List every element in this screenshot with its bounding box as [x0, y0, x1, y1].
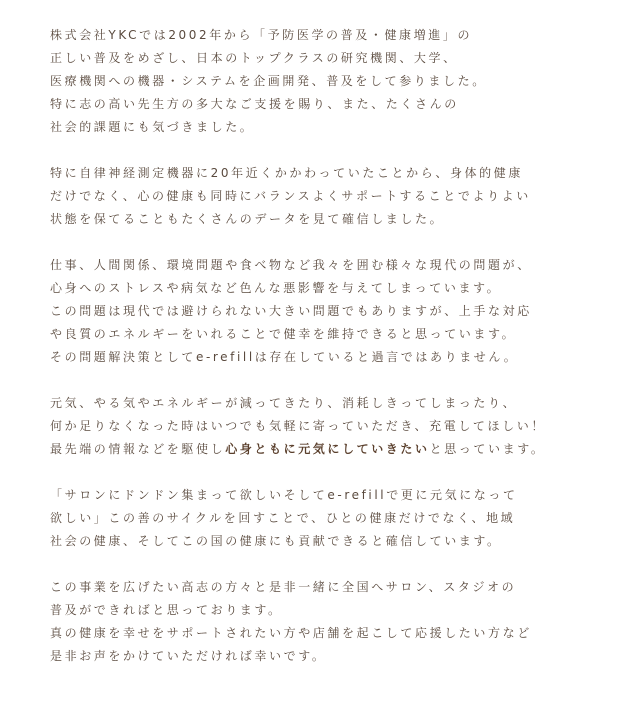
paragraph-mind-body-health: [50, 162, 630, 231]
paragraph-good-cycle: [50, 484, 630, 553]
text-line: 欲しい」この善のサイクルを回すことで、ひとの健康だけでなく、地域: [50, 511, 516, 525]
emphasis-text: 心身ともに元気にしていきたい: [225, 442, 430, 456]
text-line: 真の健康を幸せをサポートされたい方や店舗を起こして応援したい方など: [50, 626, 532, 640]
text-line: 社会の健康、そしてこの国の健康にも貢献できると確信しています。: [50, 534, 502, 548]
text-line: この事業を広げたい高志の方々と是非一緒に全国へサロン、スタジオの: [50, 580, 517, 594]
text-line: 心身へのストレスや病気など色んな悪影響を与えてしまっています。: [50, 281, 502, 295]
text-line: 特に自律神経測定機器に20年近くかかわっていたことから、身体的健康: [50, 166, 523, 180]
text-line: 普及ができればと思っております。: [50, 603, 283, 617]
text-line: 何か足りなくなった時はいつでも気軽に寄っていただき、充電してほしい！: [50, 419, 546, 433]
text-line: だけでなく、心の健康も同時にバランスよくサポートすることでよりよい: [50, 189, 531, 203]
text-line-with-emphasis: [50, 438, 630, 461]
text-segment: と思っています。: [429, 442, 546, 456]
text-line: 元気、やる気やエネルギーが減ってきたり、消耗しきってしまったり、: [50, 396, 518, 410]
paragraph-invitation: [50, 576, 630, 668]
text-line: や良質のエネルギーをいれることで健幸を維持できると思っています。: [50, 327, 517, 341]
text-line: 株式会社YKCでは2002年から「予防医学の普及・健康増進」の: [50, 28, 473, 42]
text-line: 社会的課題にも気づきました。: [50, 120, 255, 134]
text-line: その問題解決策としてe-refillは存在していると過言ではありません。: [50, 350, 519, 364]
text-line: 是非お声をかけていただければ幸いです。: [50, 649, 327, 663]
text-line: 正しい普及をめざし、日本のトップクラスの研究機関、大学、: [50, 51, 458, 65]
text-line: 仕事、人間関係、環境問題や食べ物など我々を囲む様々な現代の問題が、: [50, 258, 532, 272]
paragraph-modern-problems: [50, 254, 630, 369]
text-line: 「サロンにドンドン集まって欲しいそしてe-refillで更に元気になって: [50, 488, 518, 502]
text-line: 医療機関への機器・システムを企画開発、普及をして参りました。: [50, 74, 487, 88]
text-line: 状態を保てることもたくさんのデータを見て確信しました。: [50, 212, 445, 226]
text-line: この問題は現代では避けられない大きい問題でもありますが、上手な対応: [50, 304, 532, 318]
text-segment: 最先端の情報などを駆使し: [50, 442, 226, 456]
paragraph-recharge: [50, 392, 630, 461]
text-line: 特に志の高い先生方の多大なご支援を賜り、また、たくさんの: [50, 97, 459, 111]
message-text-block: [50, 24, 630, 691]
paragraph-company-history: [50, 24, 630, 139]
